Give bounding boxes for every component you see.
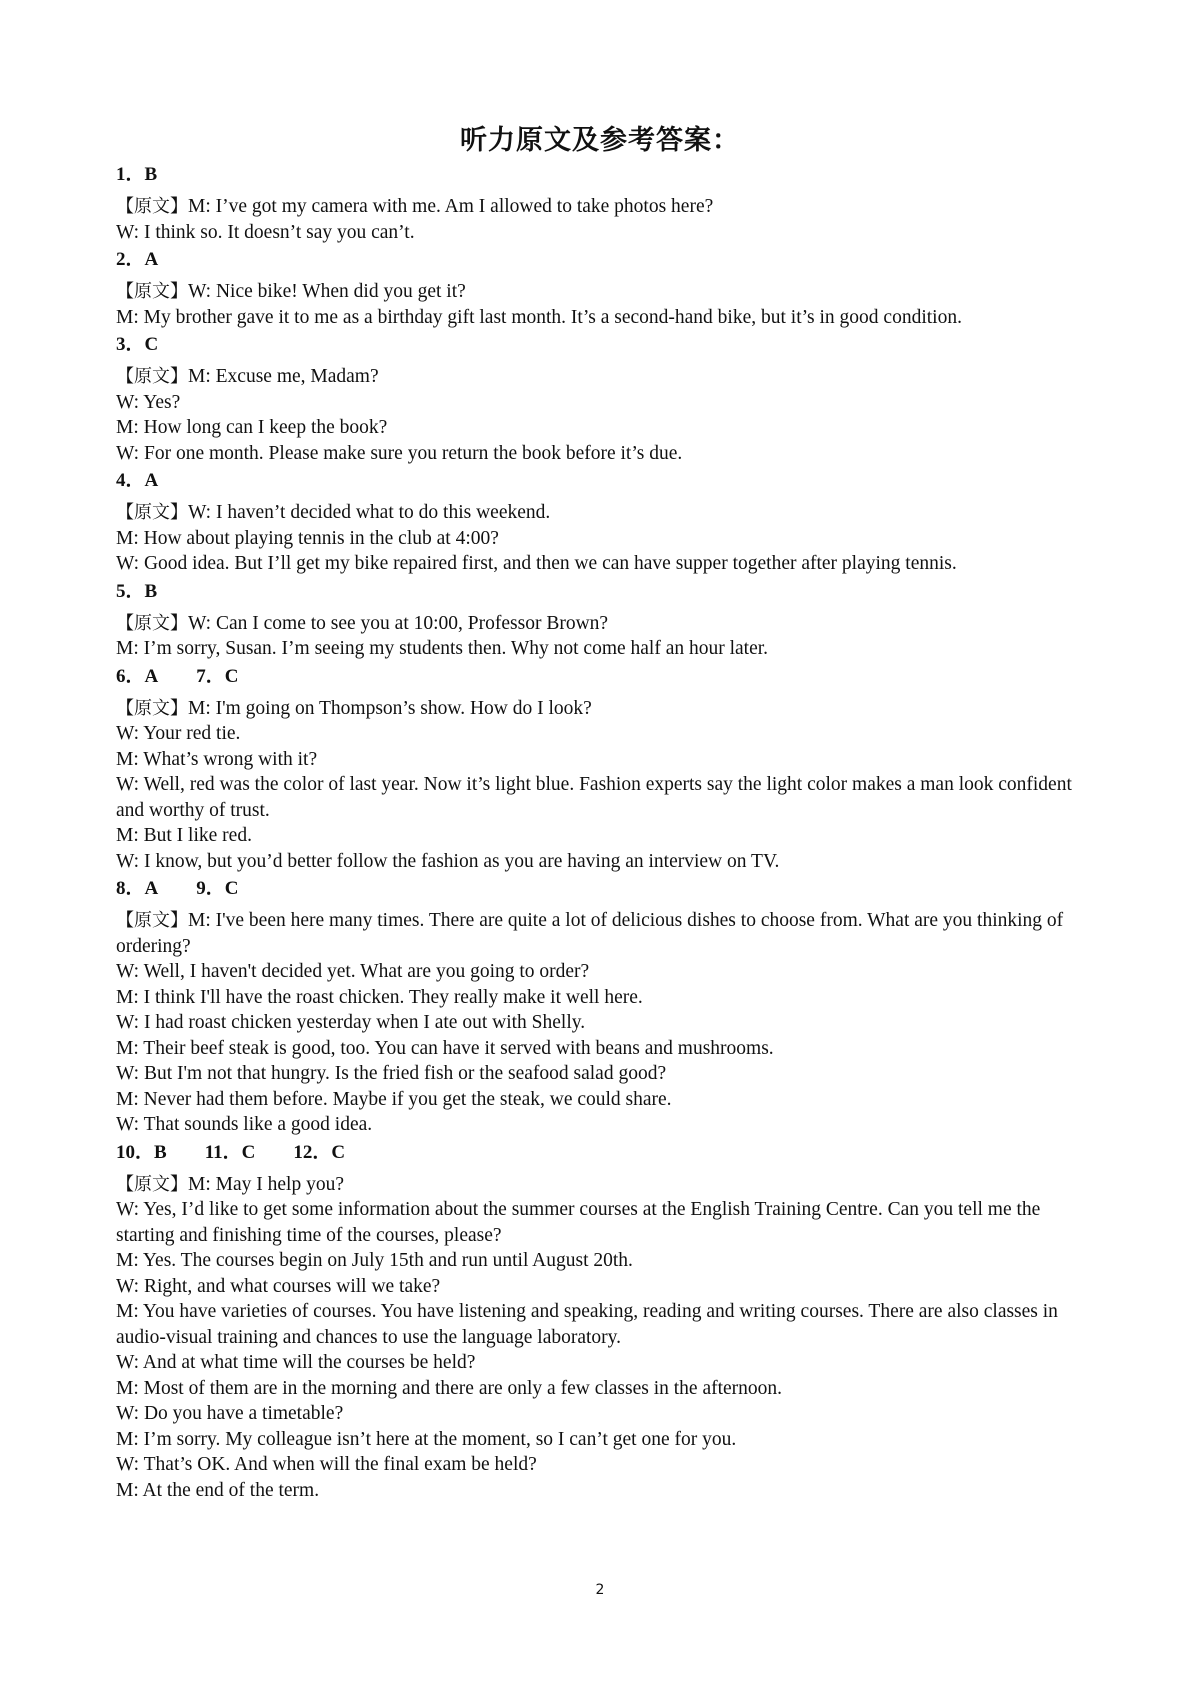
dialogue-text: W: Well, I haven't decided yet. What are you going to order? (116, 961, 590, 982)
dialogue-text: W: Do you have a timetable? (116, 1403, 344, 1424)
dialogue-text: M: How about playing tennis in the club at 4:00? (116, 527, 499, 549)
dialogue-line (116, 1197, 1096, 1248)
answer-label: 8．A (116, 878, 159, 899)
dialogue-text: M: I'm going on Thompson’s show. How do I look? (188, 697, 592, 719)
question-block (116, 468, 1096, 577)
answer-label: 11．C (204, 1141, 256, 1163)
answer-label: 4．A (116, 470, 159, 491)
dialogue-line (116, 1350, 1096, 1376)
dialogue-line (116, 1087, 1096, 1113)
source-tag: 【原文】 (116, 612, 188, 634)
dialogue-line (116, 441, 1096, 467)
dialogue-text: M: I’m sorry. My colleague isn’t here at the moment, so I can’t get one for you. (116, 1428, 737, 1450)
dialogue-text: M: Never had them before. Maybe if you get the steak, we could share. (116, 1088, 672, 1110)
dialogue-line (116, 1274, 1096, 1300)
question-block (116, 162, 1096, 245)
dialogue-text: M: Yes. The courses begin on July 15th and run until August 20th. (116, 1250, 633, 1271)
dialogue-line (116, 279, 1096, 305)
answer-label: 6．A (116, 665, 159, 687)
dialogue-line (116, 500, 1096, 526)
source-tag: 【原文】 (116, 1173, 188, 1195)
dialogue-line (116, 526, 1096, 552)
source-tag: 【原文】 (116, 366, 188, 387)
answer-key (116, 468, 1096, 494)
dialogue-line (116, 959, 1096, 985)
dialogue-text: M: But I like red. (116, 825, 252, 846)
answer-label: 12．C (293, 1141, 346, 1163)
source-tag: 【原文】 (116, 196, 188, 217)
answer-key (116, 332, 1096, 358)
dialogue-line (116, 1010, 1096, 1036)
dialogue-text: M: Their beef steak is good, too. You can have it served with beans and mushrooms. (116, 1037, 774, 1059)
answer-key (116, 162, 1096, 188)
answer-key (116, 579, 1096, 605)
dialogue-text: W: I think so. It doesn’t say you can’t. (116, 221, 415, 243)
dialogue-text: M: How long can I keep the book? (116, 417, 388, 438)
question-block (116, 1140, 1096, 1504)
answer-list (116, 160, 1096, 1503)
dialogue-text: W: That’s OK. And when will the final exam be held? (116, 1454, 537, 1475)
dialogue-line (116, 1248, 1096, 1274)
dialogue-line (116, 390, 1096, 416)
dialogue-line (116, 1452, 1096, 1478)
dialogue-line (116, 305, 1096, 331)
dialogue-text: M: You have varieties of courses. You have listening and speaking, reading and writing courses. There are also classes in audio-visual training and chances to use the language laboratory. (116, 1301, 1058, 1348)
dialogue-line (116, 1061, 1096, 1087)
dialogue-line (116, 1427, 1096, 1453)
dialogue-text: W: I haven’t decided what to do this weekend. (188, 502, 551, 523)
source-tag: 【原文】 (116, 697, 188, 719)
question-block (116, 664, 1096, 875)
question-block (116, 332, 1096, 466)
answer-key (116, 247, 1096, 273)
question-block (116, 579, 1096, 662)
dialogue-line (116, 611, 1096, 637)
dialogue-line (116, 721, 1096, 747)
dialogue-line (116, 220, 1096, 246)
dialogue-text: W: I had roast chicken yesterday when I ate out with Shelly. (116, 1012, 586, 1033)
dialogue-line (116, 985, 1096, 1011)
dialogue-text: W: Good idea. But I’ll get my bike repaired first, and then we can have supper together after playing tennis. (116, 553, 957, 574)
dialogue-text: W: Yes? (116, 391, 181, 413)
dialogue-text: M: I think I'll have the roast chicken. They really make it well here. (116, 986, 643, 1008)
dialogue-line (116, 772, 1096, 823)
dialogue-text: W: Your red tie. (116, 723, 241, 744)
source-tag: 【原文】 (116, 281, 188, 302)
dialogue-line (116, 1478, 1096, 1504)
dialogue-text: M: At the end of the term. (116, 1479, 320, 1501)
dialogue-line (116, 364, 1096, 390)
dialogue-text: M: Excuse me, Madam? (188, 366, 379, 387)
answer-key (116, 876, 1096, 902)
dialogue-line (116, 823, 1096, 849)
dialogue-line (116, 415, 1096, 441)
answer-key (116, 664, 1096, 690)
answer-label: 9．C (196, 878, 239, 899)
dialogue-text: W: I know, but you’d better follow the fashion as you are having an interview on TV. (116, 850, 780, 872)
dialogue-text: W: Nice bike! When did you get it? (188, 281, 466, 302)
dialogue-line (116, 1299, 1096, 1350)
dialogue-text: M: I’m sorry, Susan. I’m seeing my students then. Why not come half an hour later. (116, 638, 769, 659)
dialogue-line (116, 1172, 1096, 1198)
dialogue-line (116, 1376, 1096, 1402)
dialogue-line (116, 849, 1096, 875)
answer-label: 1．B (116, 164, 158, 185)
dialogue-line (116, 747, 1096, 773)
answer-label: 5．B (116, 580, 158, 602)
answer-label: 3．C (116, 334, 159, 355)
dialogue-text: M: I've been here many times. There are quite a lot of delicious dishes to choose from. What are you thinking of ordering? (116, 910, 1064, 957)
dialogue-line (116, 908, 1096, 959)
dialogue-text: W: But I'm not that hungry. Is the fried fish or the seafood salad good? (116, 1063, 667, 1084)
dialogue-line (116, 1036, 1096, 1062)
dialogue-text: W: Yes, I’d like to get some information about the summer courses at the English Training Centre. Can you tell me the starting and finishing time of the courses, please? (116, 1199, 1041, 1246)
dialogue-text: M: What’s wrong with it? (116, 748, 318, 770)
dialogue-text: M: May I help you? (188, 1173, 344, 1195)
answer-label: 7．C (196, 665, 239, 687)
dialogue-text: W: For one month. Please make sure you return the book before it’s due. (116, 442, 683, 464)
dialogue-text: W: And at what time will the courses be held? (116, 1352, 476, 1373)
dialogue-text: W: Right, and what courses will we take? (116, 1275, 441, 1297)
dialogue-text: W: That sounds like a good idea. (116, 1114, 373, 1135)
page-title: 听力原文及参考答案： (460, 125, 740, 156)
source-tag: 【原文】 (116, 502, 188, 523)
dialogue-line (116, 194, 1096, 220)
page-number: 2 (595, 1582, 605, 1598)
dialogue-text: M: My brother gave it to me as a birthday gift last month. It’s a second-hand bike, but it’s in good condition. (116, 306, 962, 328)
question-block (116, 247, 1096, 330)
dialogue-line (116, 636, 1096, 662)
dialogue-text: W: Well, red was the color of last year. Now it’s light blue. Fashion experts say the light color makes a man look confident and worthy of trust. (116, 774, 1072, 821)
dialogue-line (116, 696, 1096, 722)
dialogue-text: M: Most of them are in the morning and there are only a few classes in the afternoon. (116, 1377, 783, 1399)
answer-key (116, 1140, 1096, 1166)
answer-label: 10．B (116, 1141, 167, 1163)
dialogue-line (116, 1112, 1096, 1138)
dialogue-line (116, 551, 1096, 577)
answer-label: 2．A (116, 249, 159, 270)
source-tag: 【原文】 (116, 910, 188, 931)
dialogue-line (116, 1401, 1096, 1427)
question-block (116, 876, 1096, 1138)
dialogue-text: M: I’ve got my camera with me. Am I allowed to take photos here? (188, 196, 714, 217)
dialogue-text: W: Can I come to see you at 10:00, Professor Brown? (188, 612, 609, 634)
